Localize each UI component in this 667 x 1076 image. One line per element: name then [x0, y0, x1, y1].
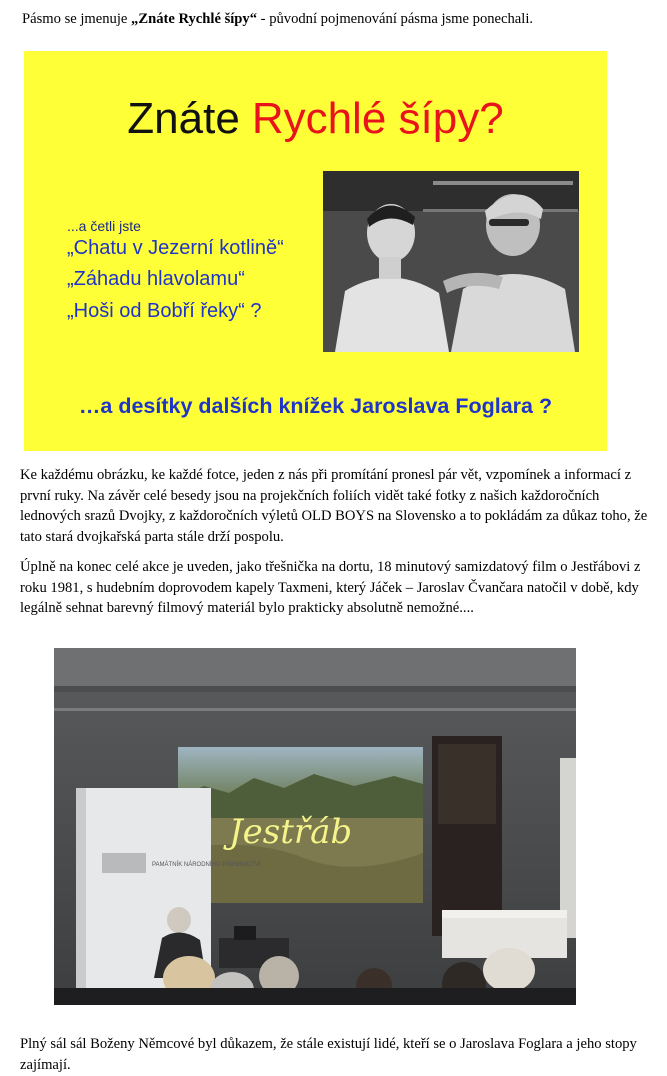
poster-title-part2: Rychlé šípy?: [251, 94, 504, 143]
paragraph-3: Plný sál sál Boženy Němcové byl důkazem, že stále existují lidé, kteří se o Jaroslava Foglara a jeho stopy zajímají.: [20, 1036, 637, 1073]
screening-photo: [54, 648, 576, 1005]
event-poster: [24, 51, 607, 451]
poster-book-1: „Chatu v Jezerní kotlině“: [67, 237, 284, 259]
poster-title-part1: Znáte: [127, 94, 240, 143]
poster-photo: [323, 171, 579, 352]
intro-title: „Znáte Rychlé šípy“: [131, 11, 258, 27]
poster-photo-illustration: [323, 171, 579, 352]
poster-bottom-line: …a desítky dalších knížek Jaroslava Foglara ?: [78, 394, 553, 418]
intro-line: [22, 9, 652, 30]
intro-prefix: Pásmo se jmenuje: [22, 11, 132, 27]
paragraph-1: Ke každému obrázku, ke každé fotce, jeden z nás při promítání pronesl pár vět, vzpomínek a informací z první ruky. Na závěr celé besedy jsou na projekčních foliích vidět také fotky z našich každoročních lednových srazů Dvojky, z každoročních výletů OLD BOYS na Slovensko a to pokládám za důkaz toho, že tato stará dvojkařská parta stále drží pospolu.: [20, 467, 648, 545]
poster-book-3: „Hoši od Bobří řeky“ ?: [67, 300, 262, 322]
screen-title-text: Jestřáb: [229, 812, 353, 852]
paragraph-2: Úplně na konec celé akce je uveden, jako třešnička na dortu, 18 minutový samizdatový film o Jestřábovi z roku 1981, s hudebním doprovodem kapely Taxmeni, který Jáček – Jaroslav Čvančara natočil v době, kdy legálně sehnat barevný filmový materiál bylo prakticky absolutně nemožné....: [20, 559, 641, 616]
poster-book-2: „Záhadu hlavolamu“: [67, 268, 245, 290]
poster-title: [24, 94, 607, 144]
screening-photo-illustration: [54, 648, 576, 1005]
plaque-text: PAMÁTNÍK NÁRODNÍHO PÍSEMNICTVÍ: [152, 862, 261, 868]
poster-lead: ...a četli jste: [67, 218, 141, 234]
intro-suffix: - původní pojmenování pásma jsme ponechali.: [257, 11, 534, 27]
